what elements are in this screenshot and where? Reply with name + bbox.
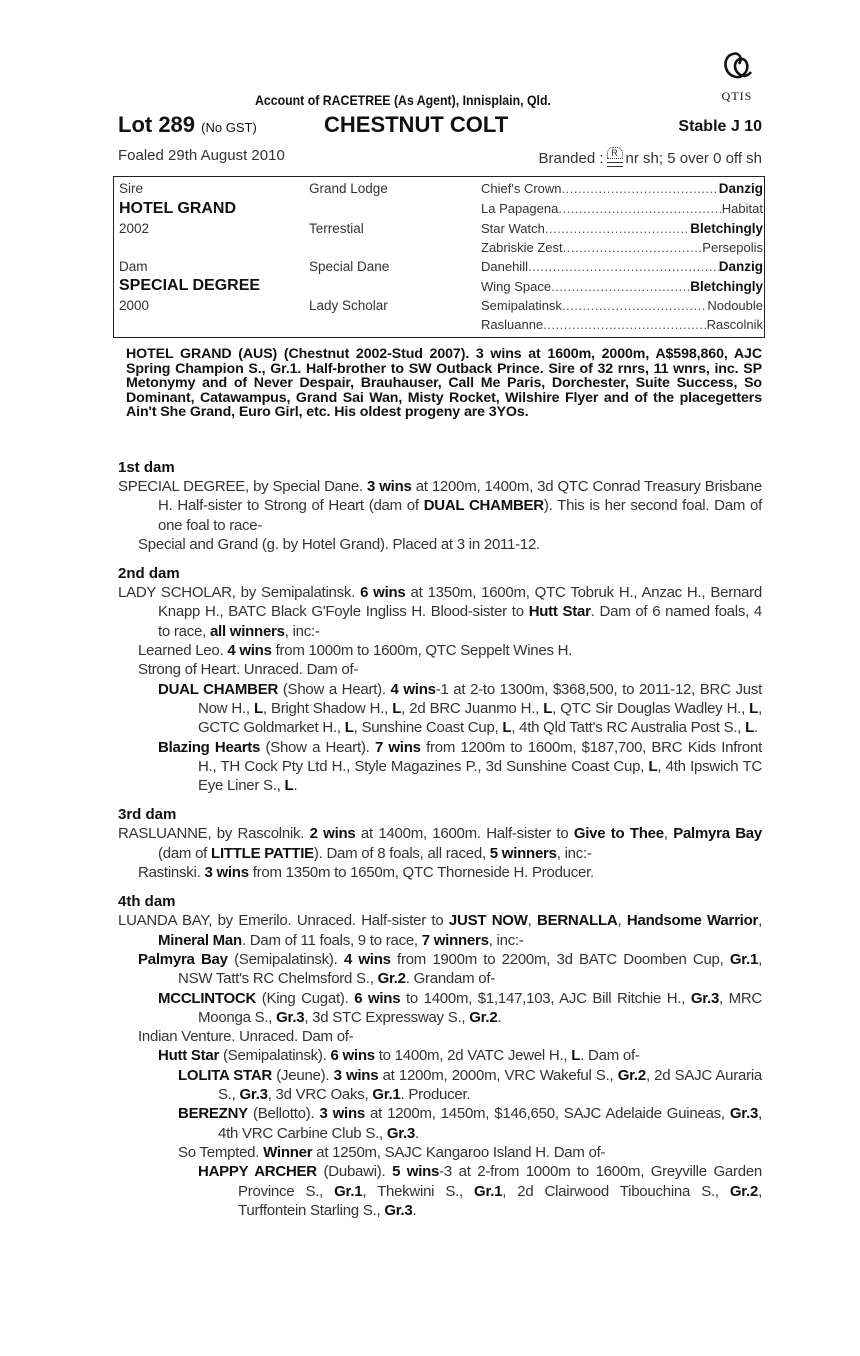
dam-label: Dam xyxy=(119,259,148,274)
bold-text: 7 winners xyxy=(421,931,489,949)
text-run: , xyxy=(663,825,674,843)
pedigree-entry xyxy=(118,583,762,641)
text-run: (Show a Heart). xyxy=(278,680,391,698)
pedigree-table xyxy=(113,176,765,338)
text-run: , xyxy=(617,912,627,930)
pedigree-entry xyxy=(118,738,762,796)
sire-year: 2002 xyxy=(119,221,150,236)
great-grandparent-sire: Danzig xyxy=(718,181,763,196)
brand-mark-letter: R xyxy=(607,147,623,159)
dam-section xyxy=(118,892,762,1220)
bold-text: Give to Thee xyxy=(573,825,664,843)
vendor-account: Account of RACETREE (As Agent), Innisplain, Qld. xyxy=(255,92,551,108)
bold-text: JUST NOW xyxy=(448,912,528,930)
great-grandparent-sire: Bletchingly xyxy=(690,279,763,294)
bold-text: Blazing Hearts xyxy=(158,738,261,756)
text-run: from 1350m to 1650m, QTC Thorneside H. Producer. xyxy=(248,864,594,882)
text-run: So Tempted. xyxy=(178,1143,264,1161)
bold-text: 2 wins xyxy=(309,825,356,843)
bold-text: L xyxy=(344,719,354,737)
bold-text: HAPPY ARCHER xyxy=(198,1163,317,1181)
bold-text: Gr.1 xyxy=(474,1182,503,1200)
bold-text: Gr.2 xyxy=(729,1182,759,1200)
text-run: , 2d Clairwood Tibouchina S., xyxy=(502,1182,730,1200)
text-run: , inc:- xyxy=(488,931,524,949)
great-grandparent-row xyxy=(481,201,763,216)
text-run: to 1400m, $1,147,103, AJC Bill Ritchie H., xyxy=(400,989,691,1007)
text-run: Strong of Heart. Unraced. Dam of- xyxy=(138,661,359,679)
text-run: , xyxy=(527,912,537,930)
bold-text: Gr.3 xyxy=(386,1124,416,1142)
text-run: SPECIAL DEGREE, by Special Dane. xyxy=(118,478,368,495)
text-run: . xyxy=(415,1124,419,1142)
text-run: , 4th Ipswich TC Eye Liner S., xyxy=(198,757,762,795)
great-grandparent-name: Zabriskie Zest xyxy=(481,240,563,255)
leader-dots xyxy=(558,201,721,216)
text-run: . xyxy=(293,777,298,795)
great-grandparent-name: Chief's Crown xyxy=(481,181,562,196)
text-run: , Bright Shadow H., xyxy=(262,699,393,717)
leader-dots xyxy=(528,259,719,274)
text-run: from 1000m to 1600m, QTC Seppelt Wines H. xyxy=(271,642,573,660)
text-run: Learned Leo. xyxy=(138,642,228,660)
text-run: Indian Venture. Unraced. Dam of- xyxy=(138,1028,354,1046)
pedigree-entry xyxy=(118,911,762,950)
bold-text: Gr.1 xyxy=(372,1086,401,1104)
bold-text: BEREZNY xyxy=(178,1105,248,1123)
leader-dots xyxy=(551,279,690,294)
bold-text: 3 wins xyxy=(319,1105,365,1123)
text-run: at 1400m, 1600m. Half-sister to xyxy=(355,825,574,843)
qtis-logo-icon xyxy=(719,50,755,84)
pedigree-entry xyxy=(118,1046,762,1065)
bold-text: Palmyra Bay xyxy=(673,825,762,843)
pedigree-entry xyxy=(118,680,762,738)
great-grandparent-row xyxy=(481,259,763,274)
text-run: ). This is her second foal. Dam of one foal to race- xyxy=(158,497,762,534)
bold-text: LITTLE PATTIE xyxy=(211,844,314,862)
brand-mark-icon xyxy=(607,147,623,167)
text-run: at 1350m, 1600m, QTC Tobruk H., Anzac H., Bernard Knapp H., BATC Black G'Foyle Ingliss H. Blood-sister to xyxy=(158,584,762,621)
text-run: , Turffontein Starling S., xyxy=(238,1182,762,1219)
text-run: , 2d BRC Juanmo H., xyxy=(401,699,544,717)
bold-text: L xyxy=(571,1047,581,1065)
bold-text: 3 wins xyxy=(204,864,249,882)
text-run: Rastinski. xyxy=(138,864,205,882)
bold-text: L xyxy=(284,777,294,795)
text-run: , 3d STC Expressway S., xyxy=(304,1008,470,1026)
bold-text: Winner xyxy=(263,1143,313,1161)
branded-label: Branded : xyxy=(538,150,604,167)
bold-text: L xyxy=(543,699,553,717)
text-run: , QTC Sir Douglas Wadley H., xyxy=(552,699,750,717)
text-run: , xyxy=(758,912,762,930)
bold-text: Handsome Warrior xyxy=(626,912,759,930)
text-run: . Dam of- xyxy=(580,1047,640,1065)
pedigree-entry xyxy=(118,660,762,679)
dam-section xyxy=(118,805,762,882)
pedigree-entry xyxy=(118,641,762,660)
text-run: , inc:- xyxy=(556,844,592,862)
dam-name: SPECIAL DEGREE xyxy=(119,277,261,294)
text-run: Special and Grand (g. by Hotel Grand). Placed at 3 in 2011-12. xyxy=(138,535,540,553)
qtis-logo xyxy=(712,50,762,104)
foaled-date: Foaled 29th August 2010 xyxy=(118,147,285,164)
text-run: LUANDA BAY, by Emerilo. Unraced. Half-sister to xyxy=(118,912,449,930)
bold-text: 4 wins xyxy=(343,950,391,968)
qtis-label: QTIS xyxy=(721,89,753,103)
bold-text: DUAL CHAMBER xyxy=(423,497,544,515)
text-run: ). Dam of 8 foals, all raced, xyxy=(313,844,490,862)
bold-text: L xyxy=(392,699,402,717)
great-grandparent-row xyxy=(481,221,763,236)
great-grandparent-name: Semipalatinsk xyxy=(481,298,562,313)
bold-text: 3 wins xyxy=(333,1066,379,1084)
horse-title: CHESTNUT COLT xyxy=(324,112,509,137)
bold-text: Gr.2 xyxy=(469,1008,498,1026)
text-run: , 4th VRC Carbine Club S., xyxy=(218,1105,762,1142)
great-grandparent-name: La Papagena xyxy=(481,201,559,216)
bold-text: 6 wins xyxy=(360,584,406,602)
great-grandparent-name: Danehill xyxy=(481,259,528,274)
brand-info xyxy=(538,147,762,167)
bold-text: 5 wins xyxy=(392,1163,440,1181)
text-run: (Bellotto). xyxy=(247,1105,320,1123)
leader-dots xyxy=(562,181,719,196)
bold-text: MCCLINTOCK xyxy=(158,989,257,1007)
granddam-paternal: Terrestial xyxy=(309,221,364,236)
stable-location: Stable J 10 xyxy=(678,118,762,135)
text-run: . Dam of 6 named foals, 4 to race, xyxy=(158,603,762,640)
great-grandparent-sire: Habitat xyxy=(721,201,763,216)
text-run: , 4th Qld Tatt's RC Australia Post S., xyxy=(511,719,746,737)
bold-text: 3 wins xyxy=(367,478,412,495)
text-run: , MRC Moonga S., xyxy=(198,989,763,1026)
text-run: to 1400m, 2d VATC Jewel H., xyxy=(374,1047,572,1065)
bold-text: L xyxy=(502,719,512,737)
leader-dots xyxy=(562,298,707,313)
text-run: (Dubawi). xyxy=(316,1163,393,1181)
text-run: RASLUANNE, by Rascolnik. xyxy=(118,825,310,843)
bold-text: Hutt Star xyxy=(158,1047,220,1065)
bold-text: Gr.3 xyxy=(276,1008,305,1026)
text-run: . Grandam of- xyxy=(405,970,496,988)
text-run: , inc:- xyxy=(284,622,320,640)
text-run: (dam of xyxy=(158,844,212,862)
bold-text: Hutt Star xyxy=(528,603,591,621)
text-run: LADY SCHOLAR, by Semipalatinsk. xyxy=(118,584,361,602)
great-grandparent-row xyxy=(481,181,763,196)
bold-text: Gr.3 xyxy=(239,1086,268,1104)
dam-year: 2000 xyxy=(119,298,150,313)
text-run: (Show a Heart). xyxy=(260,738,375,756)
pedigree-entry xyxy=(118,824,762,863)
bold-text: LOLITA STAR xyxy=(178,1066,272,1084)
pedigree-entry xyxy=(118,1066,762,1105)
bold-text: Mineral Man xyxy=(158,931,242,949)
bold-text: 4 wins xyxy=(390,680,436,698)
great-grandparent-sire: Danzig xyxy=(718,259,763,274)
great-grandparent-row xyxy=(481,298,763,313)
text-run: from 1200m to 1600m, $187,700, BRC Kids Infront H., TH Cock Pty Ltd H., Style Magazines P., 3d Sunshine Coast Cup, xyxy=(198,738,762,775)
family-details xyxy=(118,458,762,1230)
text-run: at 1200m, 1450m, $146,650, SAJC Adelaide Guineas, xyxy=(364,1105,730,1123)
text-run: at 1200m, 1400m, 3d QTC Conrad Treasury Brisbane H. Half-sister to Strong of Heart (dam of xyxy=(158,478,762,515)
bold-text: 6 wins xyxy=(330,1047,375,1065)
bold-text: BERNALLA xyxy=(537,912,618,930)
section-heading: 3rd dam xyxy=(118,806,177,824)
great-grandparent-sire: Persepolis xyxy=(702,240,763,255)
text-run: -3 at 2-from 1000m to 1600m, Greyville Garden Province S., xyxy=(238,1163,762,1200)
dam-section xyxy=(118,458,762,554)
text-run: . xyxy=(412,1201,417,1219)
pedigree-entry xyxy=(118,1143,762,1162)
bold-text: L xyxy=(745,719,755,737)
text-run: , GCTC Goldmarket H., xyxy=(198,699,762,737)
bold-text: Gr.3 xyxy=(729,1105,759,1123)
text-run: (Semipalatinsk). xyxy=(227,950,344,968)
text-run: . xyxy=(754,719,758,737)
grandsire-paternal: Grand Lodge xyxy=(309,181,388,196)
dam-section xyxy=(118,564,762,795)
bold-text: Gr.2 xyxy=(377,970,406,988)
great-grandparent-name: Wing Space xyxy=(481,279,552,294)
granddam-maternal: Lady Scholar xyxy=(309,298,388,313)
section-heading: 4th dam xyxy=(118,893,176,911)
grandsire-maternal: Special Dane xyxy=(309,259,390,274)
great-grandparent-name: Rasluanne xyxy=(481,317,544,332)
bold-text: all winners xyxy=(209,622,285,640)
text-run: at 1200m, 2000m, VRC Wakeful S., xyxy=(378,1066,618,1084)
text-run: (Semipalatinsk). xyxy=(219,1047,331,1065)
great-grandparent-sire: Nodouble xyxy=(707,298,763,313)
great-grandparent-name: Star Watch xyxy=(481,221,545,236)
bold-text: Palmyra Bay xyxy=(138,950,228,968)
text-run: (King Cugat). xyxy=(256,989,355,1007)
bold-text: 5 winners xyxy=(489,844,557,862)
sire-name: HOTEL GRAND xyxy=(119,200,237,217)
pedigree-entry xyxy=(118,1027,762,1046)
text-run: , Thekwini S., xyxy=(362,1182,475,1200)
pedigree-entry xyxy=(118,1104,762,1143)
bold-text: Gr.3 xyxy=(690,989,720,1007)
pedigree-entry xyxy=(118,950,762,989)
lot-number xyxy=(118,112,257,138)
text-run: , Sunshine Coast Cup, xyxy=(353,719,503,737)
text-run: (Jeune). xyxy=(272,1066,334,1084)
text-run: , 3d VRC Oaks, xyxy=(267,1086,373,1104)
pedigree-entry xyxy=(118,477,762,535)
bold-text: Gr.1 xyxy=(334,1182,363,1200)
bold-text: L xyxy=(749,699,759,717)
bold-text: L xyxy=(648,757,658,775)
great-grandparent-row xyxy=(481,317,763,332)
gst-note: (No GST) xyxy=(201,120,257,135)
bold-text: L xyxy=(253,699,263,717)
section-heading: 2nd dam xyxy=(118,565,180,583)
bold-text: DUAL CHAMBER xyxy=(158,680,279,698)
leader-dots xyxy=(563,240,703,255)
text-run: , 2d SAJC Auraria S., xyxy=(218,1066,762,1104)
pedigree-entry xyxy=(118,989,762,1028)
text-run: from 1900m to 2200m, 3d BATC Doomben Cup, xyxy=(390,950,730,968)
leader-dots xyxy=(543,317,706,332)
bold-text: 4 wins xyxy=(227,642,272,660)
bold-text: 7 wins xyxy=(374,738,421,756)
text-run: at 1250m, SAJC Kangaroo Island H. Dam of- xyxy=(312,1143,606,1161)
bold-text: Gr.1 xyxy=(729,950,759,968)
sire-label: Sire xyxy=(119,181,144,196)
great-grandparent-row xyxy=(481,279,763,294)
text-run: , NSW Tatt's RC Chelmsford S., xyxy=(178,950,762,988)
great-grandparent-sire: Bletchingly xyxy=(690,221,763,236)
section-heading: 1st dam xyxy=(118,459,175,476)
pedigree-entry xyxy=(118,535,762,554)
text-run: . Producer. xyxy=(400,1086,471,1104)
text-run: . xyxy=(497,1008,502,1026)
great-grandparent-sire: Rascolnik xyxy=(706,317,763,332)
leader-dots xyxy=(545,221,690,236)
pedigree-entry xyxy=(118,1162,762,1220)
text-run: -1 at 2-to 1300m, $368,500, to 2011-12, BRC Just Now H., xyxy=(198,680,762,717)
sire-summary: HOTEL GRAND (AUS) (Chestnut 2002-Stud 2007). 3 wins at 1600m, 2000m, A$598,860, AJC Spring Champion S., Gr.1. Half-brother to SW Outback Prince. Sire of 32 rnrs, 11 wnrs, inc. SP Metonymy and of Never Despair, Brauhauser, Call Me Paris, Dorchester, Suite Success, So Dominant, Catawampus, Grand Sai Wan, Misty Rocket, Wilshire Flyer and of the placegetters Ain't She Grand, Euro Girl, etc. His oldest progeny are 3YOs. xyxy=(126,346,762,420)
great-grandparent-row xyxy=(481,240,763,255)
text-run: . Dam of 11 foals, 9 to race, xyxy=(241,931,422,949)
bold-text: Gr.3 xyxy=(384,1201,413,1219)
lot-label: Lot 289 xyxy=(118,112,196,137)
bold-text: Gr.2 xyxy=(617,1066,646,1084)
pedigree-entry xyxy=(118,863,762,882)
bold-text: 6 wins xyxy=(354,989,401,1007)
branded-text: nr sh; 5 over 0 off sh xyxy=(625,150,762,167)
